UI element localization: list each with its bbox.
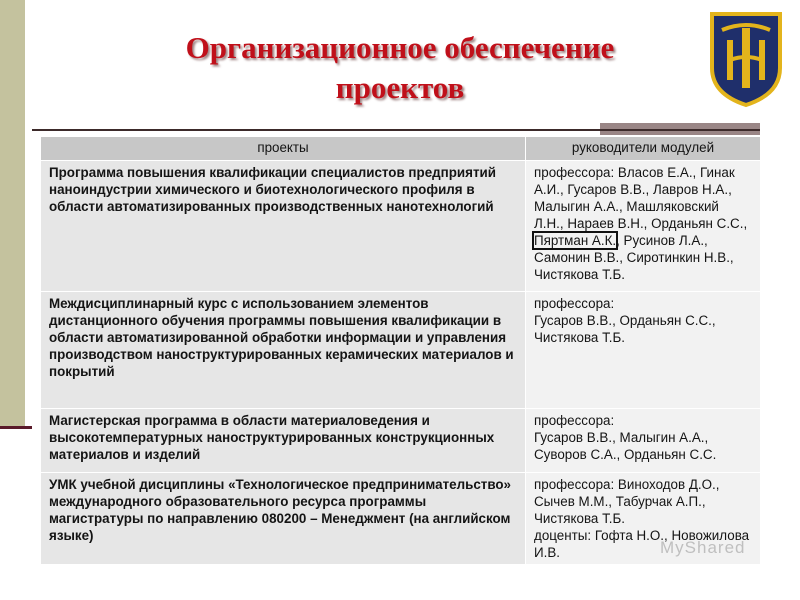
leaders-text: профессора: Власов Е.А., Гинак А.И., Гусаров В.В., Лавров Н.А., Малыгин А.А., Машляковский Л.Н., Нараев В.Н., Орданьян С.С., [534, 165, 748, 231]
table-row [41, 473, 761, 565]
header-projects: проекты [41, 137, 526, 161]
leaders-names: Гусаров В.В., Малыгин А.А., Суворов С.А., Орданьян С.С. [534, 430, 717, 462]
project-cell: Междисциплинарный курс с использованием элементов дистанционного обучения программы повышения квалификации в области автоматизированной обработки информации и управления производством наноструктурированных керамических материалов и покрытий [41, 292, 526, 409]
title-underline [32, 129, 760, 131]
leaders-label: профессора: [534, 413, 615, 428]
highlighted-leader: Пяртман А.К. [534, 233, 617, 248]
left-accent-bar [0, 0, 25, 426]
leaders-names: Гусаров В.В., Орданьян С.С., Чистякова Т.Б. [534, 313, 716, 345]
slide-title-line-2: проектов [335, 70, 465, 105]
projects-table [40, 136, 761, 565]
leaders-label: профессора: [534, 296, 615, 311]
table-header-row [41, 137, 761, 161]
leaders-text-continued: , Русинов Л.А., Самонин В.В., Сиротинкин Н.В., Чистякова Т.Б. [534, 233, 734, 282]
leaders-names: доценты: Гофта Н.О., Новожилова И.В. [534, 528, 750, 560]
table-row [41, 409, 761, 473]
table-row [41, 292, 761, 409]
university-emblem-icon [708, 10, 784, 108]
watermark: MyShared [660, 538, 746, 557]
left-accent-line [0, 426, 32, 429]
header-module-leaders: руководители модулей [526, 137, 761, 161]
leaders-cell [526, 409, 761, 473]
leaders-label: профессора: Виноходов Д.О., Сычев М.М., Табурчак А.П., Чистякова Т.Б. [534, 477, 720, 526]
slide-title [100, 28, 700, 108]
project-cell: УМК учебной дисциплины «Технологическое предпринимательство» международного образовательного ресурса программы магистратуры по направлению 080200 – Менеджмент (на английском языке) [41, 473, 526, 565]
slide-title-line-1: Организационное обеспечение [185, 30, 615, 65]
leaders-cell [526, 161, 761, 292]
project-cell: Программа повышения квалификации специалистов предприятий наноиндустрии химического и биотехнологического профиля в области автоматизированных производственных нанотехнологий [41, 161, 526, 292]
project-cell: Магистерская программа в области материаловедения и высокотемпературных наноструктурированных конструкционных материалов и изделий [41, 409, 526, 473]
leaders-cell [526, 292, 761, 409]
table-row [41, 161, 761, 292]
